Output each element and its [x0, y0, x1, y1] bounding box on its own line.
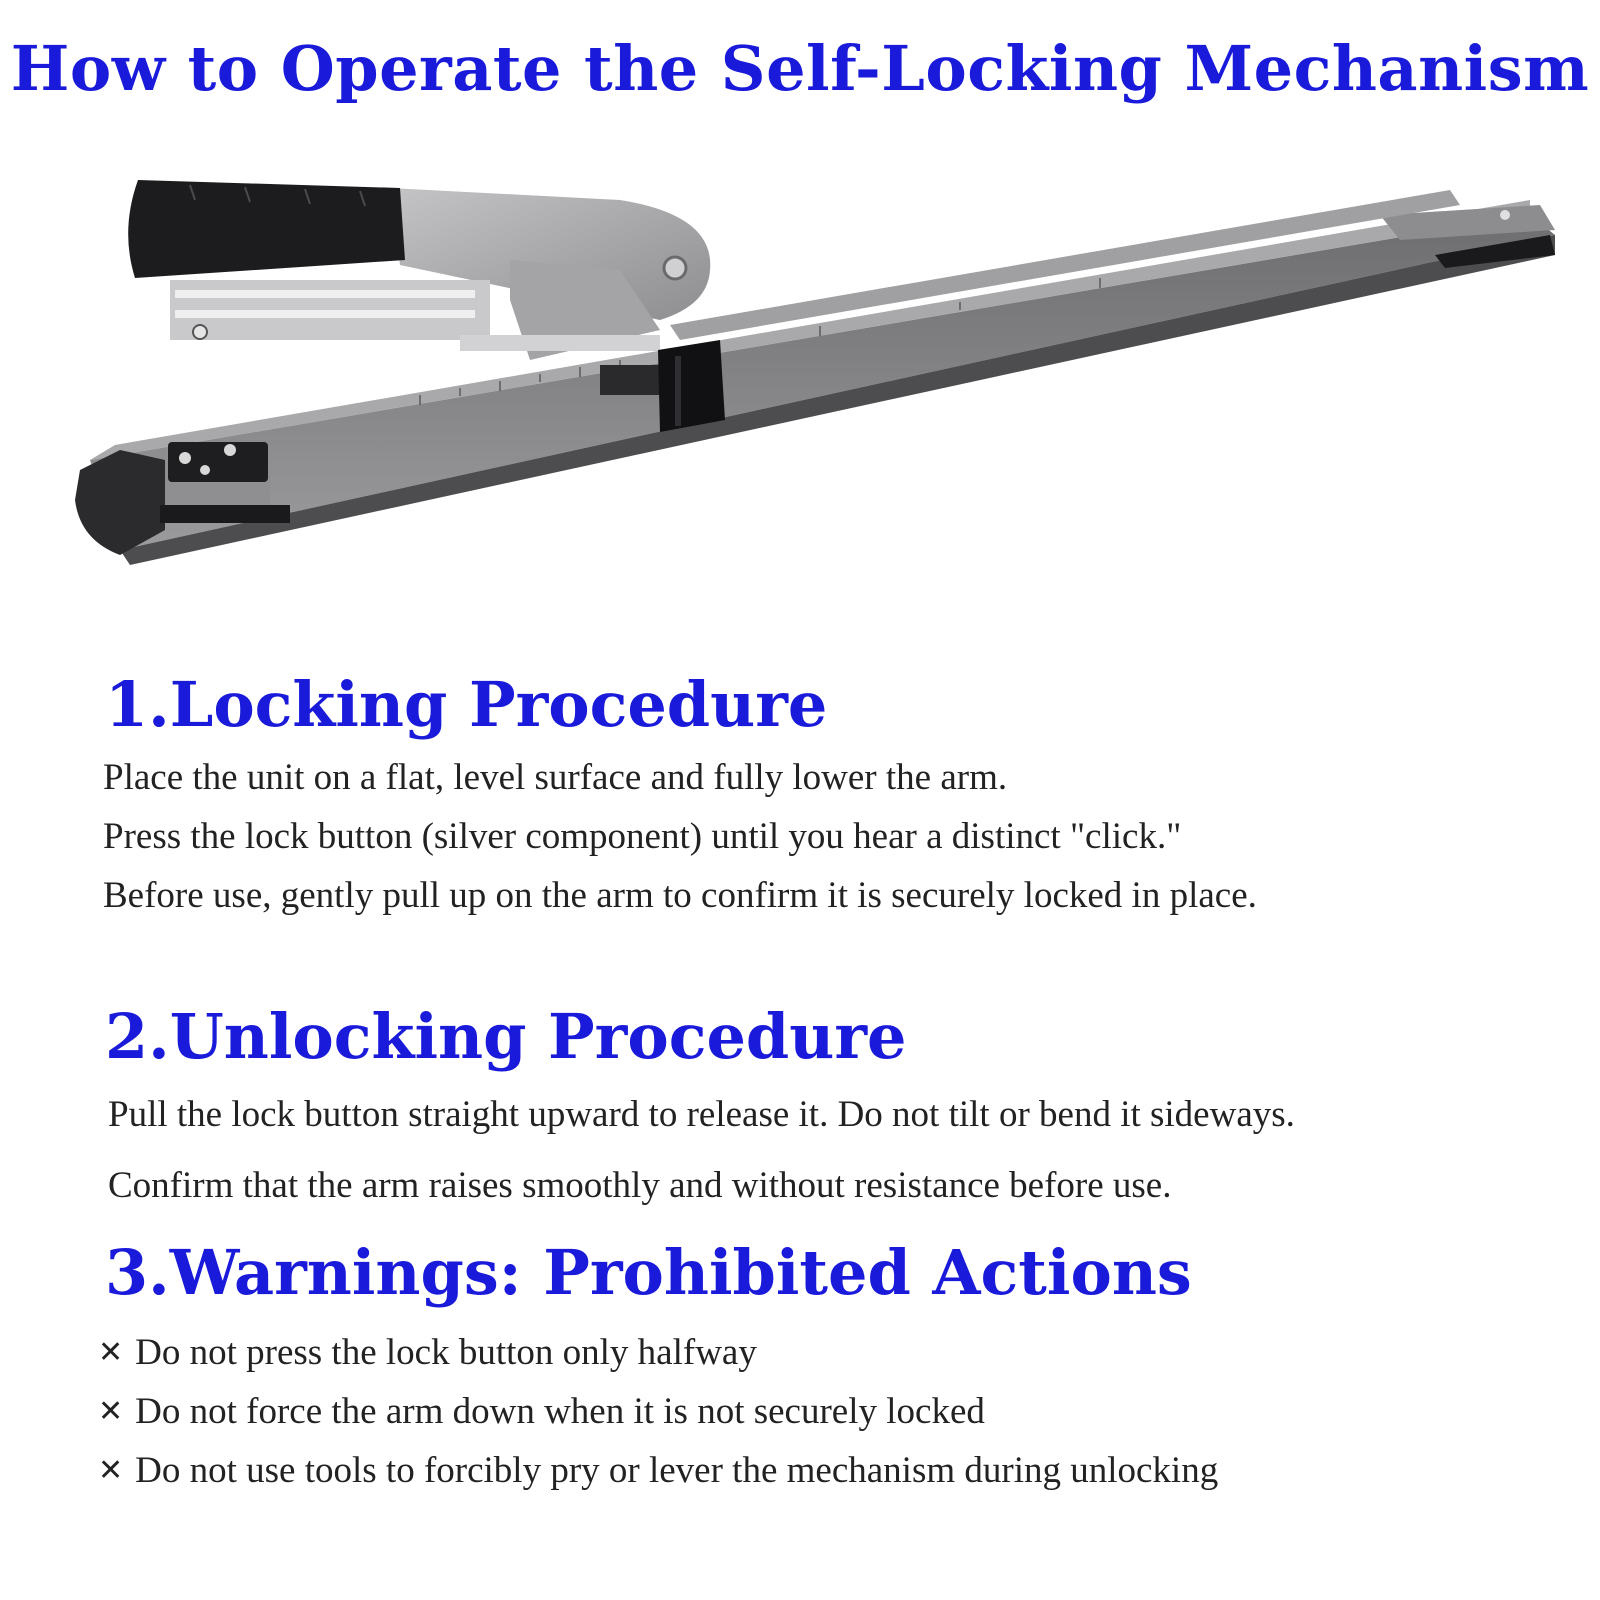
warning-item [98, 1449, 1218, 1492]
warning-text: Do not force the arm down when it is not securely locked [135, 1391, 985, 1432]
warning-text: Do not press the lock button only halfway [135, 1332, 757, 1373]
warning-item [98, 1331, 757, 1374]
locking-step-1: Place the unit on a flat, level surface and fully lower the arm. [103, 757, 1008, 798]
locking-step-3: Before use, gently pull up on the arm to confirm it is securely locked in place. [103, 875, 1257, 916]
x-mark-icon: ✕ [98, 1335, 124, 1370]
warning-item [98, 1390, 985, 1433]
unlocking-step-2: Confirm that the arm raises smoothly and without resistance before use. [108, 1165, 1172, 1206]
unlocking-step-1: Pull the lock button straight upward to release it. Do not tilt or bend it sideways. [108, 1094, 1295, 1135]
warnings-heading: 3.Warnings: Prohibited Actions [105, 1236, 1192, 1309]
page-title: How to Operate the Self-Locking Mechanism [10, 32, 1590, 105]
warning-text: Do not use tools to forcibly pry or lever the mechanism during unlocking [135, 1450, 1219, 1491]
unlocking-procedure-heading: 2.Unlocking Procedure [105, 1000, 907, 1073]
stapler-arm [128, 180, 710, 360]
locking-step-2: Press the lock button (silver component) until you hear a distinct "click." [103, 816, 1182, 857]
x-mark-icon: ✕ [98, 1453, 124, 1488]
locking-procedure-heading: 1.Locking Procedure [105, 668, 828, 741]
x-mark-icon: ✕ [98, 1394, 124, 1429]
long-stapler-image [60, 160, 1600, 610]
